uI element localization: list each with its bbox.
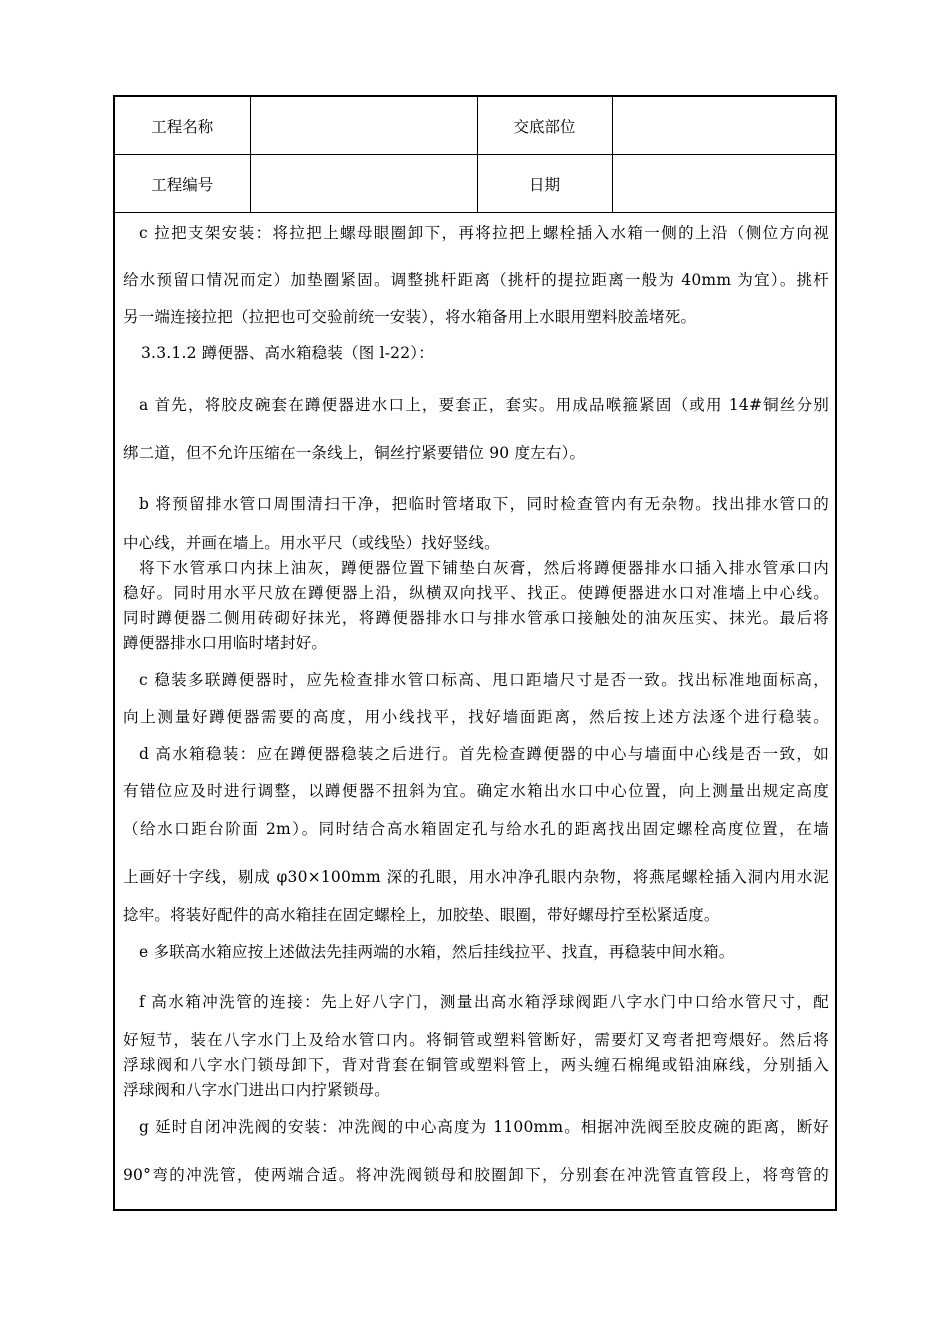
paragraph-line: 上画好十字线，剔成 φ30×100mm 深的孔眼，用水冲净孔眼内杂物，将燕尾螺栓插入洞内用水泥 bbox=[123, 868, 829, 886]
paragraph-line: 蹲便器排水口用临时堵封好。 bbox=[123, 634, 328, 652]
project-no-label: 工程编号 bbox=[115, 155, 250, 213]
paragraph-line: 中心线，并画在墙上。用水平尺（或线坠）找好竖线。 bbox=[123, 534, 500, 552]
paragraph-line: 有错位应及时进行调整，以蹲便器不扭斜为宜。确定水箱出水口中心位置，向上测量出规定高度 bbox=[123, 782, 829, 800]
paragraph-line: 好短节，装在八字水门上及给水管口内。将铜管或塑料管断好，需要灯叉弯者把弯煨好。然后将 bbox=[123, 1031, 829, 1049]
disclosure-part-field[interactable] bbox=[612, 97, 835, 155]
paragraph-line: b 将预留排水管口周围清扫干净，把临时管堵取下，同时检查管内有无杂物。找出排水管口的 bbox=[139, 495, 829, 513]
paragraph-line: 浮球阀和八字水门进出口内拧紧锁母。 bbox=[123, 1081, 390, 1099]
paragraph-line: c 拉把支架安装：将拉把上螺母眼圈卸下，再将拉把上螺栓插入水箱一侧的上沿（侧位方向视 bbox=[139, 224, 829, 242]
header-row-1 bbox=[115, 97, 835, 155]
paragraph-line: 绑二道，但不允许压缩在一条线上，铜丝拧紧要错位 90 度左右）。 bbox=[123, 444, 586, 462]
paragraph-line: （给水口距台阶面 2m）。同时结合高水箱固定孔与给水孔的距离找出固定螺栓高度位置，在墙 bbox=[123, 820, 829, 838]
paragraph-line: g 延时自闭冲洗阀的安装：冲洗阀的中心高度为 1100mm。相据冲洗阀至胶皮碗的距离，断好 bbox=[139, 1118, 829, 1136]
paragraph-line: 90°弯的冲洗管，使两端合适。将冲洗阀锁母和胶圈卸下，分别套在冲洗管直管段上，将弯管的 bbox=[123, 1166, 829, 1184]
project-name-field[interactable] bbox=[250, 97, 477, 155]
paragraph-line: 稳好。同时用水平尺放在蹲便器上沿，纵横双向找平、找正。使蹲便器进水口对准墙上中心线。 bbox=[123, 584, 829, 602]
paragraph-line: 另一端连接拉把（拉把也可交验前统一安装），将水箱备用上水眼用塑料胶盖堵死。 bbox=[123, 308, 697, 326]
section-heading: 3.3.1.2 蹲便器、高水箱稳装（图 l-22）： bbox=[141, 344, 434, 362]
paragraph-line: 同时蹲便器二侧用砖砌好抹光，将蹲便器排水口与排水管承口接触处的油灰压实、抹光。最后将 bbox=[123, 609, 829, 627]
header-table bbox=[115, 97, 835, 213]
date-label: 日期 bbox=[477, 155, 612, 213]
disclosure-part-label: 交底部位 bbox=[477, 97, 612, 155]
paragraph-line: 浮球阀和八字水门锁母卸下，背对背套在铜管或塑料管上，两头缠石棉绳或铅油麻线，分别插入 bbox=[123, 1056, 829, 1074]
paragraph-line: 捻牢。将装好配件的高水箱挂在固定螺栓上，加胶垫、眼圈，带好螺母拧至松紧适度。 bbox=[123, 906, 720, 924]
paragraph-line: a 首先，将胶皮碗套在蹲便器进水口上，要套正，套实。用成品喉箍紧固（或用 14#铜丝分别 bbox=[139, 396, 829, 414]
header-row-2 bbox=[115, 155, 835, 213]
paragraph-line: d 高水箱稳装：应在蹲便器稳装之后进行。首先检查蹲便器的中心与墙面中心线是否一致，如 bbox=[139, 745, 829, 763]
project-no-field[interactable] bbox=[250, 155, 477, 213]
date-field[interactable] bbox=[612, 155, 835, 213]
paragraph-line: c 稳装多联蹲便器时，应先检查排水管口标高、甩口距墙尺寸是否一致。找出标准地面标高， bbox=[139, 671, 829, 689]
paragraph-line: 向上测量好蹲便器需要的高度，用小线找平，找好墙面距离，然后按上述方法逐个进行稳装。 bbox=[123, 708, 829, 726]
project-name-label: 工程名称 bbox=[115, 97, 250, 155]
paragraph-line: 将下水管承口内抹上油灰，蹲便器位置下铺垫白灰膏，然后将蹲便器排水口插入排水管承口内 bbox=[139, 559, 829, 577]
paragraph-line: f 高水箱冲洗管的连接：先上好八字门，测量出高水箱浮球阀距八字水门中口给水管尺寸，配 bbox=[139, 993, 829, 1011]
paragraph-line: 给水预留口情况而定）加垫圈紧固。调整挑杆距离（挑杆的提拉距离一般为 40mm 为宜）。挑杆 bbox=[123, 271, 829, 289]
document-frame bbox=[113, 95, 837, 1211]
paragraph-line: e 多联高水箱应按上述做法先挂两端的水箱，然后挂线拉平、找直，再稳装中间水箱。 bbox=[139, 943, 735, 961]
